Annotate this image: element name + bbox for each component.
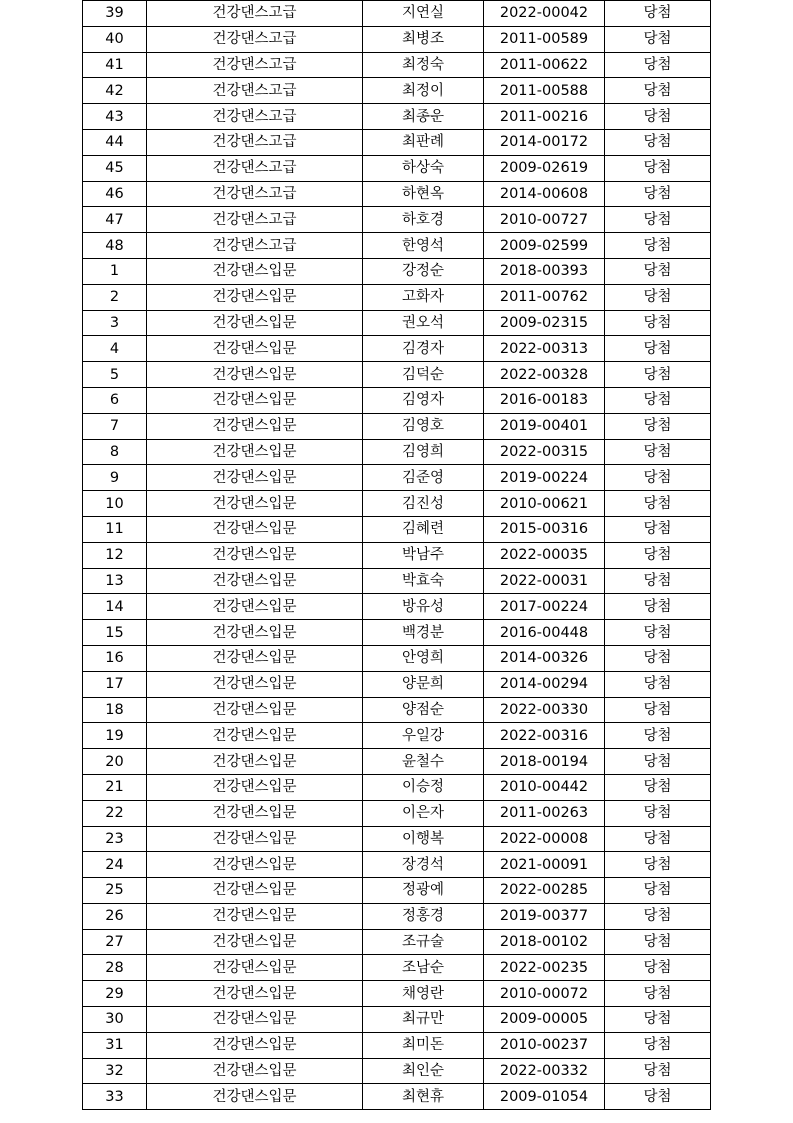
member-name-cell: 정홍경 <box>363 903 484 929</box>
member-id-cell: 2010-00072 <box>484 981 605 1007</box>
course-name-cell: 건강댄스고급 <box>147 233 363 259</box>
member-name-cell: 최정숙 <box>363 52 484 78</box>
result-cell: 당첨 <box>605 955 711 981</box>
member-name-cell: 고화자 <box>363 284 484 310</box>
course-name-cell: 건강댄스입문 <box>147 852 363 878</box>
member-name-cell: 한영석 <box>363 233 484 259</box>
result-cell: 당첨 <box>605 207 711 233</box>
course-name-cell: 건강댄스고급 <box>147 129 363 155</box>
table-row <box>83 387 711 413</box>
table-row <box>83 1032 711 1058</box>
row-number-cell: 15 <box>83 620 147 646</box>
member-name-cell: 김영호 <box>363 413 484 439</box>
result-cell: 당첨 <box>605 645 711 671</box>
result-cell: 당첨 <box>605 1058 711 1084</box>
member-name-cell: 강정순 <box>363 258 484 284</box>
member-id-cell: 2011-00589 <box>484 26 605 52</box>
member-name-cell: 박효숙 <box>363 568 484 594</box>
result-cell: 당첨 <box>605 181 711 207</box>
table-row <box>83 52 711 78</box>
member-name-cell: 하호경 <box>363 207 484 233</box>
table-row <box>83 336 711 362</box>
result-cell: 당첨 <box>605 387 711 413</box>
row-number-cell: 30 <box>83 1007 147 1033</box>
member-name-cell: 백경분 <box>363 620 484 646</box>
course-name-cell: 건강댄스입문 <box>147 336 363 362</box>
table-row <box>83 1007 711 1033</box>
member-name-cell: 최종운 <box>363 104 484 130</box>
course-name-cell: 건강댄스입문 <box>147 645 363 671</box>
course-name-cell: 건강댄스입문 <box>147 620 363 646</box>
row-number-cell: 41 <box>83 52 147 78</box>
table-row <box>83 413 711 439</box>
table-row <box>83 129 711 155</box>
member-name-cell: 권오석 <box>363 310 484 336</box>
member-name-cell: 조남순 <box>363 955 484 981</box>
table-row <box>83 155 711 181</box>
member-name-cell: 우일강 <box>363 723 484 749</box>
member-id-cell: 2022-00316 <box>484 723 605 749</box>
row-number-cell: 25 <box>83 878 147 904</box>
result-cell: 당첨 <box>605 878 711 904</box>
member-name-cell: 최현휴 <box>363 1084 484 1110</box>
row-number-cell: 21 <box>83 774 147 800</box>
row-number-cell: 6 <box>83 387 147 413</box>
row-number-cell: 10 <box>83 491 147 517</box>
row-number-cell: 40 <box>83 26 147 52</box>
result-cell: 당첨 <box>605 1032 711 1058</box>
member-id-cell: 2022-00313 <box>484 336 605 362</box>
result-cell: 당첨 <box>605 336 711 362</box>
table-row <box>83 826 711 852</box>
table-row <box>83 645 711 671</box>
member-id-cell: 2022-00031 <box>484 568 605 594</box>
table-row <box>83 491 711 517</box>
result-cell: 당첨 <box>605 774 711 800</box>
member-name-cell: 최미돈 <box>363 1032 484 1058</box>
course-name-cell: 건강댄스입문 <box>147 1058 363 1084</box>
member-id-cell: 2009-02315 <box>484 310 605 336</box>
course-name-cell: 건강댄스입문 <box>147 723 363 749</box>
row-number-cell: 7 <box>83 413 147 439</box>
row-number-cell: 24 <box>83 852 147 878</box>
course-name-cell: 건강댄스입문 <box>147 568 363 594</box>
row-number-cell: 19 <box>83 723 147 749</box>
row-number-cell: 14 <box>83 594 147 620</box>
member-name-cell: 방유성 <box>363 594 484 620</box>
table-row <box>83 362 711 388</box>
row-number-cell: 12 <box>83 542 147 568</box>
member-id-cell: 2022-00008 <box>484 826 605 852</box>
member-id-cell: 2009-00005 <box>484 1007 605 1033</box>
member-id-cell: 2011-00588 <box>484 78 605 104</box>
table-row <box>83 465 711 491</box>
row-number-cell: 26 <box>83 903 147 929</box>
course-name-cell: 건강댄스고급 <box>147 155 363 181</box>
table-row <box>83 800 711 826</box>
result-cell: 당첨 <box>605 1084 711 1110</box>
course-name-cell: 건강댄스입문 <box>147 284 363 310</box>
course-name-cell: 건강댄스입문 <box>147 516 363 542</box>
member-name-cell: 김영희 <box>363 439 484 465</box>
course-name-cell: 건강댄스입문 <box>147 491 363 517</box>
member-name-cell: 양점순 <box>363 697 484 723</box>
result-cell: 당첨 <box>605 1 711 27</box>
table-row <box>83 104 711 130</box>
member-id-cell: 2011-00762 <box>484 284 605 310</box>
member-name-cell: 최병조 <box>363 26 484 52</box>
result-cell: 당첨 <box>605 929 711 955</box>
result-cell: 당첨 <box>605 1007 711 1033</box>
row-number-cell: 9 <box>83 465 147 491</box>
member-id-cell: 2011-00622 <box>484 52 605 78</box>
table-row <box>83 955 711 981</box>
member-id-cell: 2010-00621 <box>484 491 605 517</box>
member-name-cell: 이승정 <box>363 774 484 800</box>
member-id-cell: 2021-00091 <box>484 852 605 878</box>
table-row <box>83 284 711 310</box>
course-name-cell: 건강댄스입문 <box>147 903 363 929</box>
member-name-cell: 하상숙 <box>363 155 484 181</box>
table-row <box>83 774 711 800</box>
course-name-cell: 건강댄스입문 <box>147 800 363 826</box>
result-cell: 당첨 <box>605 362 711 388</box>
member-id-cell: 2022-00235 <box>484 955 605 981</box>
course-name-cell: 건강댄스입문 <box>147 362 363 388</box>
member-id-cell: 2016-00448 <box>484 620 605 646</box>
member-name-cell: 양문희 <box>363 671 484 697</box>
course-name-cell: 건강댄스입문 <box>147 439 363 465</box>
member-name-cell: 정광예 <box>363 878 484 904</box>
row-number-cell: 3 <box>83 310 147 336</box>
course-name-cell: 건강댄스입문 <box>147 258 363 284</box>
result-cell: 당첨 <box>605 671 711 697</box>
table-row <box>83 439 711 465</box>
course-name-cell: 건강댄스고급 <box>147 52 363 78</box>
result-cell: 당첨 <box>605 723 711 749</box>
table-row <box>83 723 711 749</box>
course-name-cell: 건강댄스입문 <box>147 594 363 620</box>
member-name-cell: 안영희 <box>363 645 484 671</box>
row-number-cell: 29 <box>83 981 147 1007</box>
result-cell: 당첨 <box>605 284 711 310</box>
member-id-cell: 2009-02619 <box>484 155 605 181</box>
member-name-cell: 김덕순 <box>363 362 484 388</box>
table-row <box>83 516 711 542</box>
member-name-cell: 김경자 <box>363 336 484 362</box>
row-number-cell: 46 <box>83 181 147 207</box>
member-id-cell: 2011-00263 <box>484 800 605 826</box>
table-row <box>83 258 711 284</box>
course-name-cell: 건강댄스입문 <box>147 387 363 413</box>
member-id-cell: 2014-00326 <box>484 645 605 671</box>
course-name-cell: 건강댄스입문 <box>147 697 363 723</box>
member-name-cell: 조규술 <box>363 929 484 955</box>
member-name-cell: 채영란 <box>363 981 484 1007</box>
table-row <box>83 620 711 646</box>
result-cell: 당첨 <box>605 26 711 52</box>
member-name-cell: 최인순 <box>363 1058 484 1084</box>
member-id-cell: 2010-00442 <box>484 774 605 800</box>
course-name-cell: 건강댄스고급 <box>147 181 363 207</box>
result-cell: 당첨 <box>605 981 711 1007</box>
row-number-cell: 11 <box>83 516 147 542</box>
row-number-cell: 13 <box>83 568 147 594</box>
table-row <box>83 1084 711 1110</box>
table-row <box>83 749 711 775</box>
member-id-cell: 2014-00608 <box>484 181 605 207</box>
result-cell: 당첨 <box>605 594 711 620</box>
result-cell: 당첨 <box>605 800 711 826</box>
result-cell: 당첨 <box>605 620 711 646</box>
member-id-cell: 2018-00393 <box>484 258 605 284</box>
row-number-cell: 43 <box>83 104 147 130</box>
row-number-cell: 18 <box>83 697 147 723</box>
course-name-cell: 건강댄스입문 <box>147 413 363 439</box>
table-row <box>83 929 711 955</box>
table-row <box>83 207 711 233</box>
course-name-cell: 건강댄스입문 <box>147 774 363 800</box>
table-row <box>83 852 711 878</box>
member-name-cell: 지연실 <box>363 1 484 27</box>
table-row <box>83 671 711 697</box>
table-body <box>83 1 711 1110</box>
member-id-cell: 2010-00237 <box>484 1032 605 1058</box>
row-number-cell: 42 <box>83 78 147 104</box>
course-name-cell: 건강댄스입문 <box>147 878 363 904</box>
table-row <box>83 1058 711 1084</box>
member-name-cell: 하현옥 <box>363 181 484 207</box>
row-number-cell: 47 <box>83 207 147 233</box>
member-id-cell: 2022-00035 <box>484 542 605 568</box>
course-name-cell: 건강댄스입문 <box>147 465 363 491</box>
course-name-cell: 건강댄스입문 <box>147 955 363 981</box>
table-row <box>83 181 711 207</box>
course-name-cell: 건강댄스입문 <box>147 981 363 1007</box>
member-name-cell: 박남주 <box>363 542 484 568</box>
row-number-cell: 23 <box>83 826 147 852</box>
row-number-cell: 48 <box>83 233 147 259</box>
member-name-cell: 윤철수 <box>363 749 484 775</box>
result-cell: 당첨 <box>605 542 711 568</box>
member-name-cell: 최정이 <box>363 78 484 104</box>
row-number-cell: 2 <box>83 284 147 310</box>
member-id-cell: 2016-00183 <box>484 387 605 413</box>
member-id-cell: 2017-00224 <box>484 594 605 620</box>
table-row <box>83 26 711 52</box>
member-id-cell: 2022-00285 <box>484 878 605 904</box>
course-name-cell: 건강댄스고급 <box>147 104 363 130</box>
course-name-cell: 건강댄스입문 <box>147 542 363 568</box>
result-cell: 당첨 <box>605 155 711 181</box>
member-name-cell: 이은자 <box>363 800 484 826</box>
table-row <box>83 542 711 568</box>
row-number-cell: 44 <box>83 129 147 155</box>
table-row <box>83 310 711 336</box>
member-id-cell: 2018-00194 <box>484 749 605 775</box>
course-name-cell: 건강댄스입문 <box>147 1007 363 1033</box>
member-id-cell: 2011-00216 <box>484 104 605 130</box>
result-cell: 당첨 <box>605 233 711 259</box>
member-name-cell: 이행복 <box>363 826 484 852</box>
course-name-cell: 건강댄스입문 <box>147 310 363 336</box>
course-name-cell: 건강댄스입문 <box>147 1032 363 1058</box>
result-cell: 당첨 <box>605 516 711 542</box>
member-id-cell: 2019-00377 <box>484 903 605 929</box>
member-id-cell: 2018-00102 <box>484 929 605 955</box>
row-number-cell: 5 <box>83 362 147 388</box>
member-name-cell: 김영자 <box>363 387 484 413</box>
result-cell: 당첨 <box>605 258 711 284</box>
table-row <box>83 878 711 904</box>
table-row <box>83 1 711 27</box>
course-name-cell: 건강댄스입문 <box>147 1084 363 1110</box>
row-number-cell: 33 <box>83 1084 147 1110</box>
row-number-cell: 4 <box>83 336 147 362</box>
result-cell: 당첨 <box>605 104 711 130</box>
member-id-cell: 2022-00315 <box>484 439 605 465</box>
member-name-cell: 김준영 <box>363 465 484 491</box>
result-cell: 당첨 <box>605 903 711 929</box>
course-name-cell: 건강댄스고급 <box>147 26 363 52</box>
table-row <box>83 594 711 620</box>
member-id-cell: 2009-02599 <box>484 233 605 259</box>
table-row <box>83 233 711 259</box>
row-number-cell: 32 <box>83 1058 147 1084</box>
table-row <box>83 568 711 594</box>
row-number-cell: 39 <box>83 1 147 27</box>
result-cell: 당첨 <box>605 413 711 439</box>
row-number-cell: 22 <box>83 800 147 826</box>
row-number-cell: 16 <box>83 645 147 671</box>
course-name-cell: 건강댄스입문 <box>147 671 363 697</box>
member-name-cell: 김진성 <box>363 491 484 517</box>
row-number-cell: 45 <box>83 155 147 181</box>
result-cell: 당첨 <box>605 129 711 155</box>
course-name-cell: 건강댄스고급 <box>147 1 363 27</box>
member-name-cell: 최규만 <box>363 1007 484 1033</box>
member-name-cell: 최판례 <box>363 129 484 155</box>
result-cell: 당첨 <box>605 491 711 517</box>
course-name-cell: 건강댄스입문 <box>147 749 363 775</box>
result-cell: 당첨 <box>605 749 711 775</box>
row-number-cell: 27 <box>83 929 147 955</box>
member-id-cell: 2022-00328 <box>484 362 605 388</box>
member-id-cell: 2019-00224 <box>484 465 605 491</box>
table-row <box>83 697 711 723</box>
result-cell: 당첨 <box>605 465 711 491</box>
member-id-cell: 2022-00330 <box>484 697 605 723</box>
row-number-cell: 8 <box>83 439 147 465</box>
result-cell: 당첨 <box>605 439 711 465</box>
result-cell: 당첨 <box>605 852 711 878</box>
row-number-cell: 31 <box>83 1032 147 1058</box>
member-id-cell: 2015-00316 <box>484 516 605 542</box>
course-name-cell: 건강댄스입문 <box>147 826 363 852</box>
result-cell: 당첨 <box>605 78 711 104</box>
course-name-cell: 건강댄스고급 <box>147 78 363 104</box>
course-name-cell: 건강댄스입문 <box>147 929 363 955</box>
table-row <box>83 903 711 929</box>
row-number-cell: 17 <box>83 671 147 697</box>
member-id-cell: 2022-00042 <box>484 1 605 27</box>
member-id-cell: 2019-00401 <box>484 413 605 439</box>
result-cell: 당첨 <box>605 52 711 78</box>
member-id-cell: 2014-00294 <box>484 671 605 697</box>
member-name-cell: 장경석 <box>363 852 484 878</box>
row-number-cell: 20 <box>83 749 147 775</box>
table-row <box>83 981 711 1007</box>
result-cell: 당첨 <box>605 568 711 594</box>
result-cell: 당첨 <box>605 310 711 336</box>
table-row <box>83 78 711 104</box>
result-cell: 당첨 <box>605 697 711 723</box>
row-number-cell: 28 <box>83 955 147 981</box>
result-cell: 당첨 <box>605 826 711 852</box>
lottery-result-table <box>82 0 711 1110</box>
member-id-cell: 2022-00332 <box>484 1058 605 1084</box>
row-number-cell: 1 <box>83 258 147 284</box>
course-name-cell: 건강댄스고급 <box>147 207 363 233</box>
member-name-cell: 김혜련 <box>363 516 484 542</box>
member-id-cell: 2010-00727 <box>484 207 605 233</box>
member-id-cell: 2014-00172 <box>484 129 605 155</box>
member-id-cell: 2009-01054 <box>484 1084 605 1110</box>
